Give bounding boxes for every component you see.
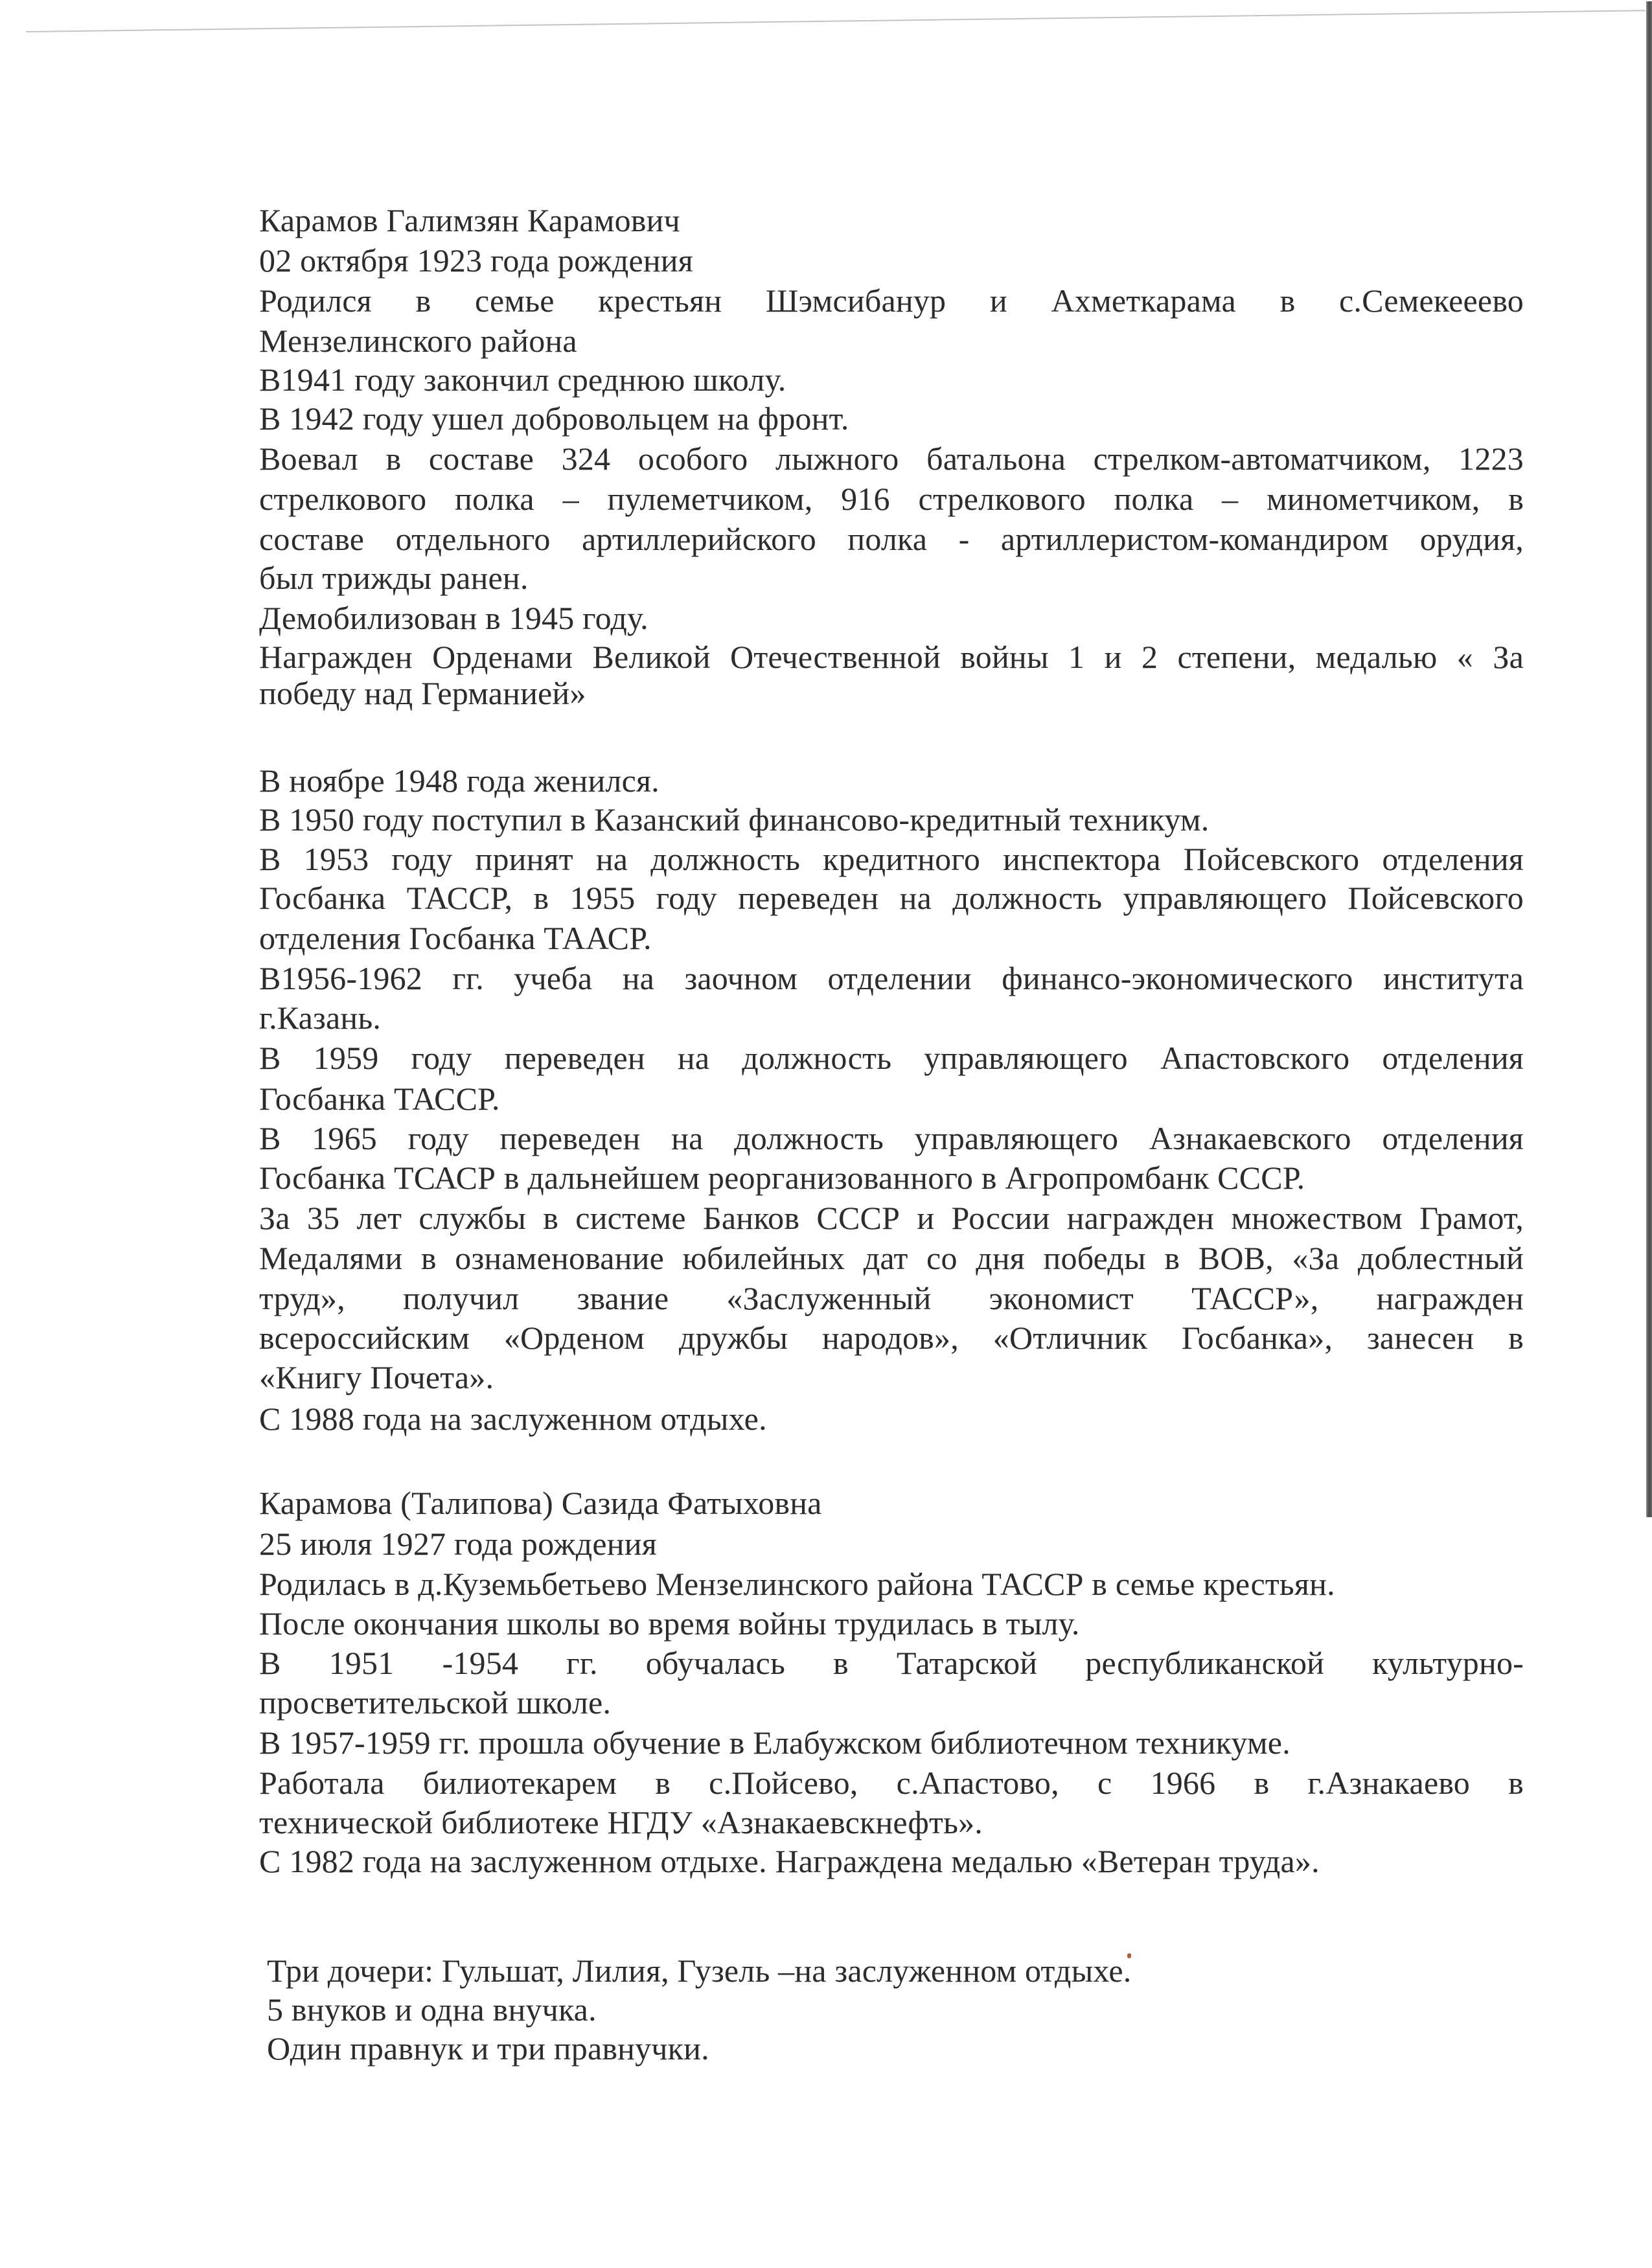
bio-line: В 1942 году ушел добровольцем на фронт. <box>259 400 849 437</box>
bio-line: стрелкового полка – пулеметчиком, 916 стрелкового полка – минометчиком, в <box>259 481 1524 517</box>
bio-line: Воевал в составе 324 особого лыжного батальона стрелком-автоматчиком, 1223 <box>259 441 1524 477</box>
bio-line: Родился в семье крестьян Шэмсибанур и Ахметкарама в с.Семекееево <box>259 282 1524 319</box>
person2-birth: 25 июля 1927 года рождения <box>259 1526 657 1562</box>
bio-line: технической библиотеке НГДУ «Азнакаевскнефть». <box>259 1804 983 1840</box>
family-line: Один правнук и три правнучки. <box>267 2030 709 2067</box>
bio-line: Демобилизован в 1945 году. <box>259 600 648 636</box>
bio-line: отделения Госбанка ТААСР. <box>259 920 652 956</box>
bio-line: В1956-1962 гг. учеба на заочном отделении финансо-экономического института <box>259 960 1524 996</box>
bio-line: В1941 году закончил среднюю школу. <box>259 361 786 398</box>
bio-line: труд», получил звание «Заслуженный экономист ТАССР», награжден <box>259 1280 1524 1316</box>
bio-line: «Книгу Почета». <box>259 1359 494 1395</box>
bio-line: В 1959 году переведен на должность управляющего Апастовского отделения <box>259 1040 1524 1076</box>
bio-line: Медалями в ознаменование юбилейных дат со дня победы в ВОВ, «За доблестный <box>259 1240 1524 1276</box>
bio-line: В 1953 году принят на должность кредитного инспектора Пойсевского отделения <box>259 841 1524 877</box>
bio-line: Госбанка ТАССР. <box>259 1081 500 1117</box>
bio-line: После окончания школы во время войны трудилась в тылу. <box>259 1605 1080 1642</box>
bio-line: всероссийским «Орденом дружбы народов», «Отличник Госбанка», занесен в <box>259 1320 1524 1356</box>
person1-birth: 02 октября 1923 года рождения <box>259 242 693 279</box>
bio-line: С 1988 года на заслуженном отдыхе. <box>259 1401 767 1437</box>
bio-line: был трижды ранен. <box>259 560 529 596</box>
bio-line: Госбанка ТАССР, в 1955 году переведен на должность управляющего Пойсевского <box>259 880 1524 916</box>
bio-line: В 1957-1959 гг. прошла обучение в Елабужском библиотечном техникуме. <box>259 1724 1291 1761</box>
bio-line: В 1965 году переведен на должность управляющего Азнакаевского отделения <box>259 1120 1524 1156</box>
bio-line: Работала билиотекарем в с.Пойсево, с.Апастово, с 1966 в г.Азнакаево в <box>259 1765 1524 1801</box>
bio-line: составе отдельного артиллерийского полка - артиллеристом-командиром орудия, <box>259 521 1524 557</box>
bio-line: просветительской школе. <box>259 1684 612 1721</box>
bio-line: Награжден Орденами Великой Отечественной войны 1 и 2 степени, медалью « За <box>259 639 1524 675</box>
bio-line: Родилась в д.Куземьбетьево Мензелинского района ТАССР в семье крестьян. <box>259 1566 1335 1602</box>
bio-line: В 1951 -1954 гг. обучалась в Татарской республиканской культурно- <box>259 1645 1524 1681</box>
bio-line: В 1950 году поступил в Казанский финансово-кредитный техникум. <box>259 801 1210 838</box>
bio-line: Госбанка ТСАСР в дальнейшем реорганизованного в Агропромбанк СССР. <box>259 1160 1305 1196</box>
bio-line: победу над Германией» <box>259 675 586 711</box>
bio-line: г.Казань. <box>259 1000 382 1036</box>
family-line: 5 внуков и одна внучка. <box>267 1991 597 2028</box>
bio-line: В ноябре 1948 года женился. <box>259 762 660 799</box>
family-line: Три дочери: Гульшат, Лилия, Гузель –на заслуженном отдыхе. <box>267 1953 1132 1989</box>
bio-line: Мензелинского района <box>259 323 577 359</box>
bio-line: С 1982 года на заслуженном отдыхе. Награждена медалью «Ветеран труда». <box>259 1843 1320 1879</box>
person2-name: Карамова (Талипова) Сазида Фатыховна <box>259 1485 822 1521</box>
bio-line: За 35 лет службы в системе Банков СССР и России награжден множеством Грамот, <box>259 1200 1524 1236</box>
person1-name: Карамов Галимзян Карамович <box>259 202 680 238</box>
